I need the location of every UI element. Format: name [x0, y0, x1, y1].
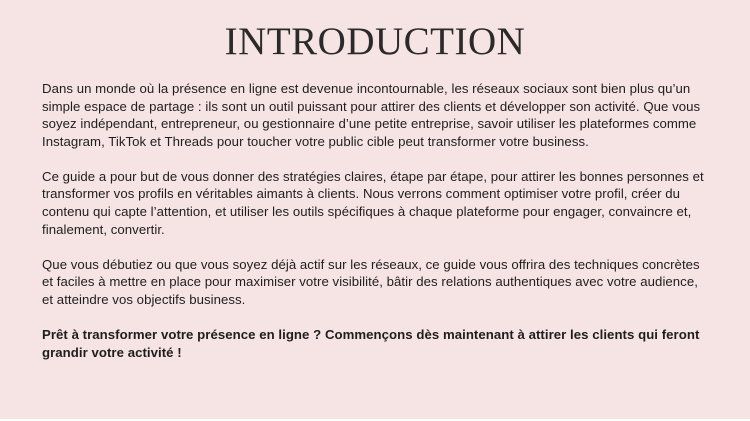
closing-statement: Prêt à transformer votre présence en ligne ? Commençons dès maintenant à attirer les clients qui feront grandir votre activité !: [42, 327, 700, 360]
intro-paragraph-1: Dans un monde où la présence en ligne est devenue incontournable, les réseaux sociaux sont bien plus qu’un simple espace de partage : ils sont un outil puissant pour attirer des clients et développer son activité. Que vous soyez indépendant, entrepreneur, ou gestionnaire d’une petite entreprise, savoir utiliser les plateformes comme Instagram, TikTok et Threads pour toucher votre public cible peut transformer votre business.: [42, 81, 701, 149]
page-title: INTRODUCTION: [224, 20, 526, 63]
intro-paragraph-3: Que vous débutiez ou que vous soyez déjà actif sur les réseaux, ce guide vous offrira des techniques concrètes et faciles à mettre en place pour maximiser votre visibilité, bâtir des relations authentiques avec votre audience, et atteindre vos objectifs business.: [42, 256, 700, 307]
intro-body: [42, 80, 708, 361]
intro-paragraph-2: Ce guide a pour but de vous donner des stratégies claires, étape par étape, pour attirer les bonnes personnes et transformer vos profils en véritables aimants à clients. Nous verrons comment optimiser votre profil, créer du contenu qui capte l’attention, et utiliser les outils spécifiques à chaque plateforme pour engager, convaincre et, finalement, convertir.: [42, 168, 704, 237]
